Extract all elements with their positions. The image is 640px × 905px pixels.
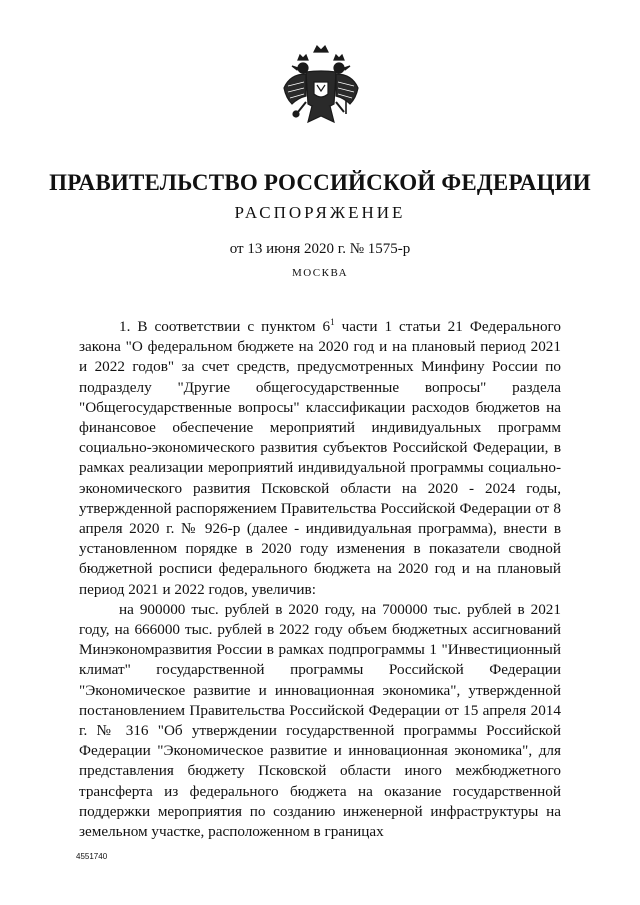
paragraph-1	[79, 317, 561, 600]
document-code: 4551740	[76, 852, 108, 861]
paragraph-2: на 900000 тыс. рублей в 2020 году, на 700000 тыс. рублей в 2021 году, на 666000 тыс. рублей в 2022 году объем бюджетных ассигнований Минэкономразвития России в рамках подпрограммы 1 "Инвестиционный климат" государственной программы Российской Федерации "Экономическое развитие и инновационная экономика", утвержденной постановлением Правительства Российской Федерации от 15 апреля 2014 г. № 316 "Об утверждении государственной программы Российской Федерации "Экономическое развитие и инновационная экономика", для представления бюджету Псковской области иного межбюджетного трансферта из федерального бюджета на оказание государственной поддержки мероприятия по созданию инженерной инфраструктуры на земельном участке, расположенном в границах	[79, 600, 561, 841]
city-label: МОСКВА	[291, 267, 349, 279]
document-body	[79, 317, 561, 842]
paragraph-1-rest: части 1 статьи 21 Федерального закона "О федеральном бюджете на 2020 год и на плановый период 2021 и 2022 годов" за счет средств, предусмотренных Минфину России по подразделу "Другие общегосударственные вопросы" раздела "Общегосударственные вопросы" классификации расходов бюджетов на финансовое обеспечение мероприятий индивидуальных программ социально-экономического развития субъектов Российской Федерации, в рамках реализации мероприятий индивидуальной программы социально-экономического развития Псковской области на 2020 - 2024 годы, утвержденной распоряжением Правительства Российской Федерации от 8 апреля 2020 г. № 926-р (далее - индивидуальная программа), внести в установленном порядке в 2020 году изменения в показатели сводной бюджетной росписи федерального бюджета на 2020 год и на плановый период 2021 и 2022 годов, увеличив:	[79, 318, 561, 598]
government-title: ПРАВИТЕЛЬСТВО РОССИЙСКОЙ ФЕДЕРАЦИИ	[49, 170, 591, 195]
paragraph-1-start: 1. В соответствии с пунктом 6	[119, 318, 331, 335]
document-date-number: от 13 июня 2020 г. № 1575-р	[229, 241, 411, 257]
footnote-superscript: 1	[330, 316, 335, 327]
coat-of-arms-icon	[276, 40, 366, 140]
document-type: РАСПОРЯЖЕНИЕ	[234, 203, 406, 222]
